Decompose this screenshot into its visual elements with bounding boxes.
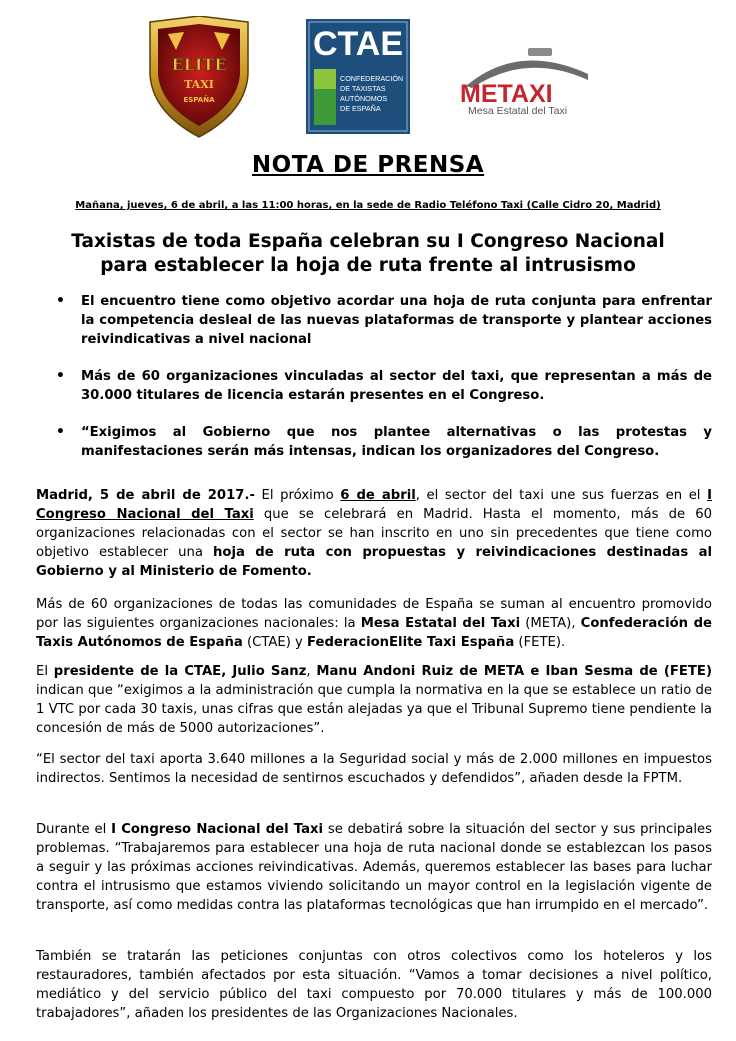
headline: [20, 230, 716, 278]
text-run: (CTAE) y: [242, 635, 308, 650]
text-run: (FETE).: [514, 635, 566, 650]
text-run: El: [36, 664, 54, 679]
paragraph-presidents: [36, 662, 712, 738]
bold-run: Confederación de Taxis Autónomos de España: [36, 616, 712, 650]
key-point: • Más de 60 organizaciones vinculadas al sector del taxi, que representan a más de 30.000 titulares de licencia estarán presentes en el Congreso.: [56, 367, 712, 405]
ctae-logo-line3: AUTÓNOMOS: [340, 94, 388, 103]
key-point: • “Exigimos al Gobierno que nos plantee alternativas o las protestas y manifestaciones serán más intensas, indican los organizadores del Congreso.: [56, 423, 712, 461]
event-date: 6 de abril: [340, 488, 416, 503]
bold-run: I Congreso Nacional del Taxi: [111, 822, 324, 837]
paragraph-joint-petitions: También se tratarán las peticiones conjuntas con otros colectivos como los hoteleros y los restauradores, también afectados por esta situación. “Vamos a tomar decisiones a nivel político, mediático y del servicio público del taxi compuesto por 70.000 titulares y más de 100.000 trabajadores”, añaden los presidentes de las Organizaciones Nacionales.: [36, 949, 712, 1021]
elite-logo-country: ESPAÑA: [183, 96, 215, 104]
metaxi-logo: [456, 44, 596, 116]
paragraph-intro: [36, 486, 712, 581]
paragraph-contribution: “El sector del taxi aporta 3.640 millones a la Seguridad social y más de 2.000 millones en impuestos indirectos. Sentimos la necesidad de sentirnos escuchados y defendidos”, añaden desde la FPTM.: [36, 752, 712, 786]
text-run: se debatirá sobre la situación del sector y sus principales problemas. “Trabajaremos para establecer una hoja de ruta nacional donde se establezcan los pasos a seguir y las próximas acciones reivindicativas. Además, queremos establecer las bases para luchar contra el intrusismo que estamos viviendo solicitando un mayor control en la legislación vigente de transporte, así como medidas contra las plataformas tecnológicas que han irrumpido en el mercado”.: [36, 822, 712, 913]
press-release-title: NOTA DE PRENSA: [251, 152, 485, 178]
ctae-logo-line1: CONFEDERACIÓN: [340, 74, 404, 83]
ctae-logo: [306, 19, 410, 134]
bold-run: hoja de ruta con propuestas y reivindicaciones destinadas al Gobierno y al Ministerio de Fomento.: [36, 545, 713, 579]
ctae-logo-abbr: CTAE: [312, 25, 404, 63]
ctae-logo-line2: DE TAXISTAS: [340, 84, 386, 93]
bold-run: Mesa Estatal del Taxi: [360, 616, 521, 631]
congress-name: I Congreso Nacional del Taxi: [36, 488, 712, 522]
headline-line-1: Taxistas de toda España celebran su I Congreso Nacional: [71, 231, 665, 252]
text-run: que se celebrará en Madrid. Hasta el momento, más de 60 organizaciones relacionadas con el sector se han inscrito en uno sin precedentes que tiene como objetivo establecer una: [36, 507, 712, 560]
elite-logo-text: ELITE: [171, 55, 227, 74]
bold-run: Manu Andoni Ruiz de META e Iban Sesma de (FETE): [316, 664, 712, 679]
logo-bar: [0, 14, 736, 134]
text-run: El próximo: [254, 488, 341, 503]
ctae-logo-line4: DE ESPAÑA: [340, 104, 381, 113]
event-dateline: Mañana, jueves, 6 de abril, a las 11:00 horas, en la sede de Radio Teléfono Taxi (Calle Cidro 20, Madrid): [75, 200, 661, 211]
paragraph-organizers: [36, 595, 712, 652]
headline-line-2: para establecer la hoja de ruta frente al intrusismo: [100, 255, 636, 276]
text-run: (META),: [520, 616, 581, 631]
key-points-list: [56, 292, 712, 479]
text-run: Durante el: [36, 822, 112, 837]
elite-taxi-shield-logo: [146, 16, 252, 138]
text-run: indican que “exigimos a la administración que cumpla la normativa en la que se establece un ratio de 1 VTC por cada 30 taxis, unas cifras que están alejadas ya que el Tribunal Supremo tiene pendiente la concesión de más de 5000 autorizaciones”.: [36, 683, 712, 736]
text-run: Más de 60 organizaciones de todas las comunidades de España se suman al encuentro promovido por las siguientes organizaciones nacionales: la: [36, 597, 712, 631]
paragraph-debate: [36, 820, 712, 915]
text-run: , el sector del taxi une sus fuerzas en el: [415, 488, 708, 503]
bold-run: presidente de la CTAE, Julio Sanz: [53, 664, 307, 679]
key-point: • El encuentro tiene como objetivo acordar una hoja de ruta conjunta para enfrentar la competencia desleal de las nuevas plataformas de transporte y plantear acciones reivindicativas a nivel nacional: [56, 292, 712, 349]
text-run: ,: [306, 664, 317, 679]
elite-logo-taxi: TAXI: [184, 78, 214, 91]
metaxi-logo-name: METAXI: [460, 80, 553, 108]
metaxi-logo-subtitle: Mesa Estatal del Taxi: [468, 105, 568, 116]
bold-run: FederacionElite Taxi España: [307, 635, 515, 650]
dateline-lead: Madrid, 5 de abril de 2017.-: [36, 488, 255, 503]
